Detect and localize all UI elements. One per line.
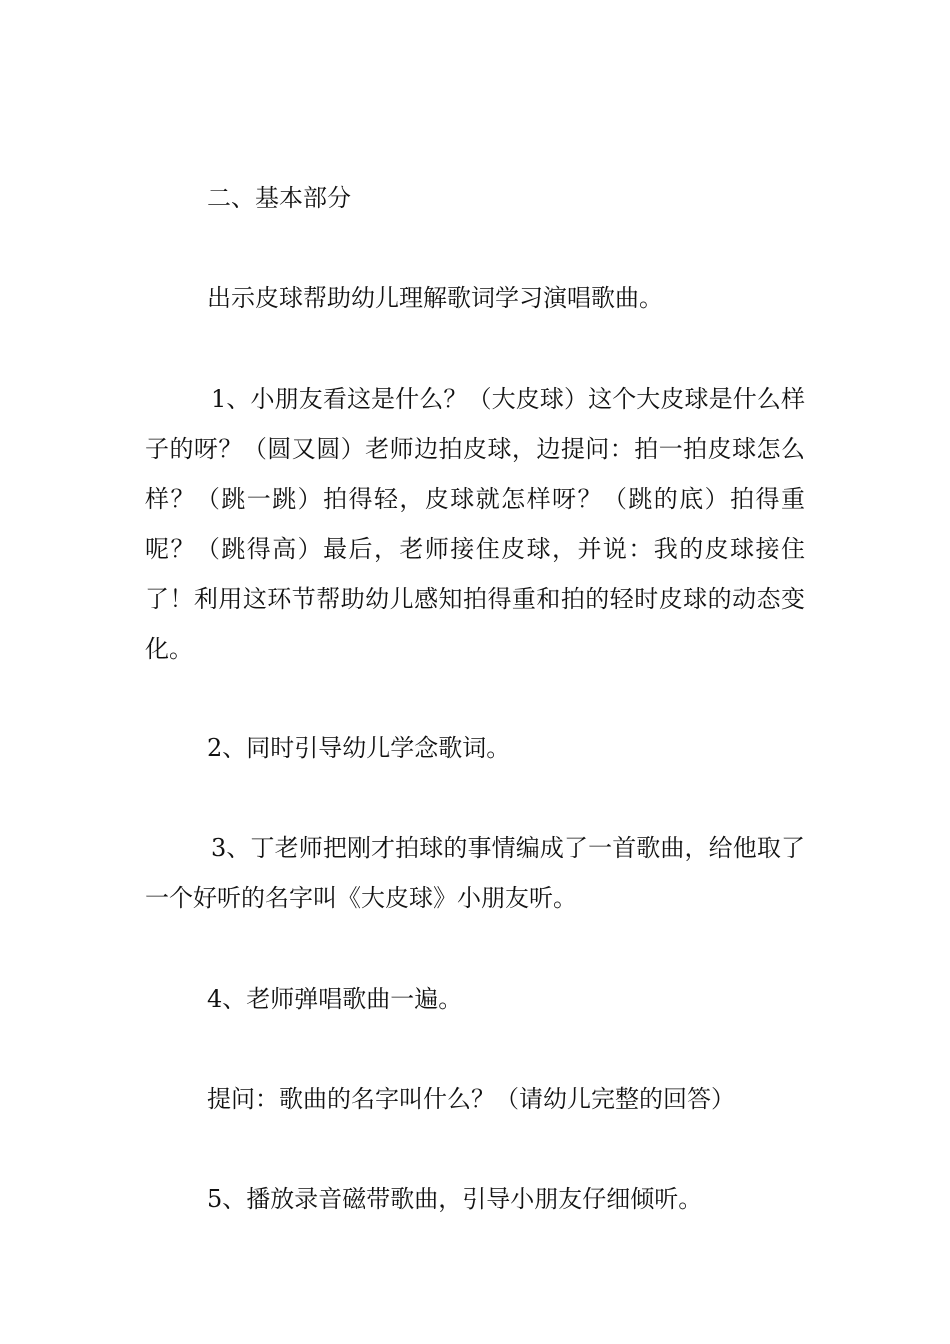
- step-1-paragraph: 1、小朋友看这是什么？（大皮球）这个大皮球是什么样子的呀？（圆又圆）老师边拍皮球，边提问：拍一拍皮球怎么样？（跳一跳）拍得轻，皮球就怎样呀？（跳的底）拍得重呢？（跳得高）最后，老师接住皮球，并说：我的皮球接住了！利用这环节帮助幼儿感知拍得重和拍的轻时皮球的动态变化。: [145, 385, 805, 663]
- question-paragraph: 提问：歌曲的名字叫什么？（请幼儿完整的回答）: [207, 1085, 735, 1113]
- intro-paragraph: 出示皮球帮助幼儿理解歌词学习演唱歌曲。: [207, 284, 663, 312]
- step-5-paragraph: 5、播放录音磁带歌曲，引导小朋友仔细倾听。: [207, 1185, 703, 1213]
- section-heading: 二、基本部分: [207, 184, 351, 212]
- step-3-paragraph: 3、丁老师把刚才拍球的事情编成了一首歌曲，给他取了一个好听的名字叫《大皮球》小朋友听。: [145, 834, 805, 912]
- step-4-paragraph: 4、老师弹唱歌曲一遍。: [207, 985, 463, 1013]
- step-2-paragraph: 2、同时引导幼儿学念歌词。: [207, 734, 511, 762]
